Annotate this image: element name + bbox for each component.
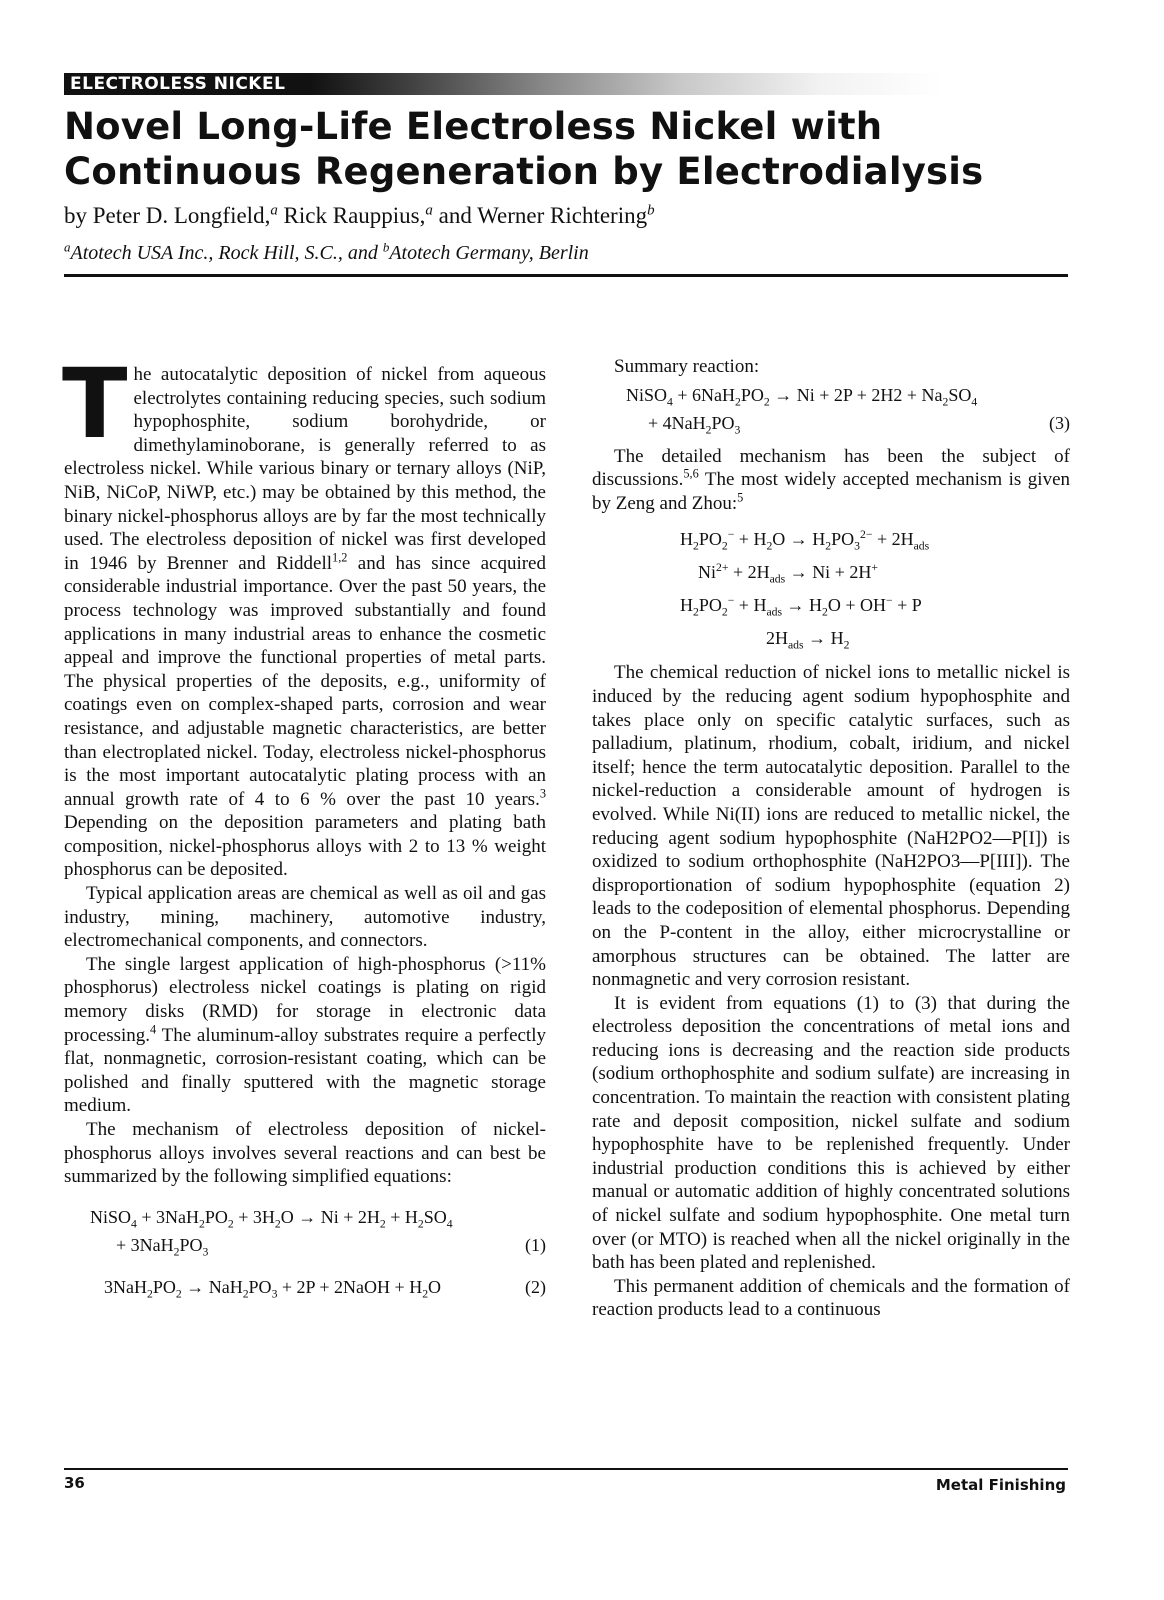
journal-name: Metal Finishing bbox=[935, 1476, 1066, 1494]
right-column bbox=[592, 355, 1070, 1322]
page-number: 36 bbox=[64, 1474, 85, 1492]
paragraph-replenish: It is evident from equations (1) to (3) that during the electroless deposition the concentrations of metal ions and reducing ions is decreasing and the reaction side products (sodium orthophosphite and sodium sulfate) are increasing in concentration. To maintain the reaction with consistent plating rate and deposit composition, nickel sulfate and sodium hypophosphite have to be replenished frequently. Under industrial production conditions this is achieved by either manual or automatic addition of highly concentrated solutions of nickel sulfate and sodium hypophosphite. One metal turn over (or MTO) is reached when all the nickel originally in the bath has been plated and replenished. bbox=[592, 992, 1070, 1274]
equation-1: NiSO$_4$ + $3NaH_2PO_2 + 3H_2O \to Ni + 2H_2 + H_2SO_4$ + $3NaH_2PO_3$ (1) bbox=[90, 1206, 546, 1259]
section-label: ELECTROLESS NICKEL bbox=[70, 74, 286, 94]
drop-cap: T bbox=[62, 348, 128, 460]
paragraph-mechanism: The mechanism of electroless deposition of nickel-phosphorus alloys involves several reactions and can best be summarized by the following simplified equations: bbox=[64, 1119, 546, 1188]
equation-3-number: (3) bbox=[1049, 412, 1070, 433]
equation-2-number: (2) bbox=[525, 1276, 546, 1297]
paragraph-continuation: This permanent addition of chemicals and the formation of reaction products lead to a continuous bbox=[592, 1275, 1070, 1321]
title-line-2: Continuous Regeneration by Electrodialysis bbox=[64, 150, 984, 193]
title-line-1: Novel Long-Life Electroless Nickel with bbox=[64, 105, 883, 148]
equation-2: $3NaH_2PO_2 \to NaH_2PO_3 + 2P$ + 2NaOH + $H_2O$ (2) bbox=[64, 1273, 546, 1301]
left-column bbox=[62, 348, 546, 1309]
paragraph-discussion: The detailed mechanism has been the subject of discussions.$^{5,6}$ The most widely accepted mechanism is given by Zeng and Zhou:$^5$ bbox=[592, 445, 1070, 514]
paragraph-intro: The autocatalytic deposition of nickel from aqueous electrolytes containing reducing species, such sodium hypophosphite, sodium borohydride, or dimethylaminoborane, is generally referred to as electroless nickel. While various binary or ternary alloys (NiP, NiB, NiCoP, NiWP, etc.) may be obtained by this method, the binary nickel-phosphorus alloys are by far the most technically used. The electroless deposition of nickel was first developed in 1946 by Brenner and Riddell$^{1,2}$ and has since acquired considerable industrial importance. Over the past 50 years, the process technology was improved substantially and found applications in many industrial areas to enhance the cosmetic appeal and improve the functional properties of metal parts. The physical properties of the deposits, e.g., uniformity of coatings even on complex-shaped parts, corrosion and wear resistance, and adjustable magnetic characteristics, are better than electroplated nickel. Today, electroless nickel-phosphorus is the most important autocatalytic plating process with an annual growth rate of 4 to 6 % over the past 10 years.$^3$ Depending on the deposition parameters and plating bath composition, nickel-phosphorus alloys with 2 to 13 % weight phosphorus can be deposited. bbox=[62, 348, 546, 881]
mechanism-equations: $H_2PO_2^- + H_2O \to H_2PO_3^{2-} + 2H_{ads}$ $Ni^{2+} + 2H_{ads} \to Ni + 2H^+$ $H_2PO_2^- + H_{ads} \to H_2O + OH^- + P$ $2H_{ads} \to H_2$ bbox=[680, 528, 930, 652]
article-title bbox=[64, 104, 1074, 194]
equation-3: NiSO$_4$ + $6NaH_2PO_2 \to Ni + 2P + 2H2 + Na_2SO_4$ + $4NaH_2PO_3$ (3) bbox=[626, 384, 1070, 437]
header-rule bbox=[64, 274, 1068, 277]
footer-rule bbox=[64, 1468, 1068, 1470]
summary-label: Summary reaction: bbox=[614, 356, 760, 377]
byline: by Peter D. Longfield,$^a$ Rick Rauppius,$^a$ and Werner Richtering$^b$ bbox=[64, 202, 655, 228]
affiliation: $^a$Atotech USA Inc., Rock Hill, S.C., and $^b$Atotech Germany, Berlin bbox=[64, 239, 589, 264]
paragraph-rmd: The single largest application of high-phosphorus (>11% phosphorus) electroless nickel coatings is plating on rigid memory disks (RMD) for storage in electronic data processing.$^4$ The aluminum-alloy substrates require a perfectly flat, nonmagnetic, corrosion-resistant coating, which can be polished and finally sputtered with the magnetic storage medium. bbox=[64, 953, 546, 1117]
equation-1-number: (1) bbox=[525, 1234, 546, 1255]
paragraph-reduction: The chemical reduction of nickel ions to metallic nickel is induced by the reducing agent sodium hypophosphite and takes place only on specific catalytic surfaces, such as palladium, platinum, rhodium, cobalt, iridium, and nickel itself; hence the term autocatalytic deposition. Parallel to the nickel-reduction a considerable amount of hydrogen is evolved. While Ni(II) ions are reduced to metallic nickel, the reducing agent sodium hypophosphite (NaH2PO2—P[I]) is oxidized to sodium orthophosphite (NaH2PO3—P[III]). The disproportionation of sodium hypophosphite (equation 2) leads to the codeposition of elemental phosphorus. Depending on the P-content in the alloy, either microcrystalline or amorphous structures can be obtained. The latter are nonmagnetic and very corrosion resistant. bbox=[592, 662, 1070, 991]
paragraph-applications: Typical application areas are chemical as well as oil and gas industry, mining, machinery, automotive industry, electromechanical components, and connectors. bbox=[64, 883, 546, 952]
